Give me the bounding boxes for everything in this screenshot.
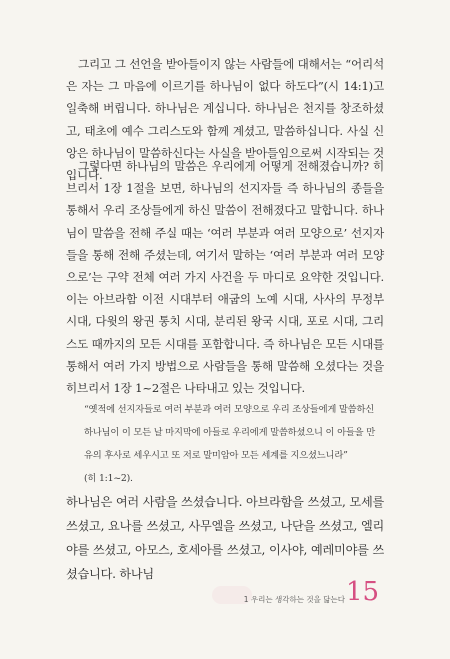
- page-number: 15: [346, 577, 380, 607]
- body-paragraph-2: 그렇다면 하나님의 말씀은 우리에게 어떻게 전해졌습니까? 히브리서 1장 1절을 보면, 하나님의 선지자들 즉 하나님의 종들을 통해서 우리 조상들에게 하신 말씀이 전해졌다고 말합니다. 하나님이 말씀을 전해 주실 때는 ‘여러 부분과 여러 모양으로’ 선지자들을 통해 전해 주셨는데, 여기서 말하는 ‘여러 부분과 여러 모양으로’는 구약 전체 여러 가지 사건을 두 마디로 요약한 것입니다. 이는 아브라함 이전 시대부터 애굽의 노예 시대, 사사의 무정부 시대, 다윗의 왕권 통치 시대, 분리된 왕국 시대, 포로 시대, 그리스도 때까지의 모든 시대를 포함합니다. 즉 하나님은 모든 시대를 통해서 여러 가지 방법으로 사람들을 통해 말씀해 오셨다는 것을 히브리서 1장 1~2절은 나타내고 있는 것입니다.: [66, 159, 384, 396]
- running-title: 1 우리는 생각하는 것을 닮는다: [243, 595, 345, 604]
- body-paragraph-1: 그리고 그 선언을 받아들이지 않는 사람들에 대해서는 “어리석은 자는 그 마음에 이르기를 하나님이 없다 하도다”(시 14:1)고 일축해 버립니다. 하나님은 계십니다. 하나님은 천지를 창조하셨고, 태초에 예수 그리스도와 함께 계셨고, 말씀하십니다. 사실 신앙은 하나님이 말씀하신다는 사실을 받아들임으로써 시작되는 것입니다.: [66, 57, 384, 183]
- scripture-quote: [84, 398, 376, 490]
- quote-reference: (히 1:1~2).: [84, 473, 133, 484]
- quote-text: “옛적에 선지자들로 여러 부분과 여러 모양으로 우리 조상들에게 말씀하신 하나님이 이 모든 날 마지막에 아들로 우리에게 말씀하셨으니 이 아들을 만유의 후사로 세우시고 또 저로 말미암아 모든 세계를 지으셨느니라”: [84, 404, 375, 461]
- body-paragraph-3: 하나님은 여러 사람을 쓰셨습니다. 아브라함을 쓰셨고, 모세를 쓰셨고, 요나를 쓰셨고, 사무엘을 쓰셨고, 나단을 쓰셨고, 엘리야를 쓰셨고, 아모스, 호세아를 쓰셨고, 이사야, 예레미야를 쓰셨습니다. 하나님: [66, 495, 384, 581]
